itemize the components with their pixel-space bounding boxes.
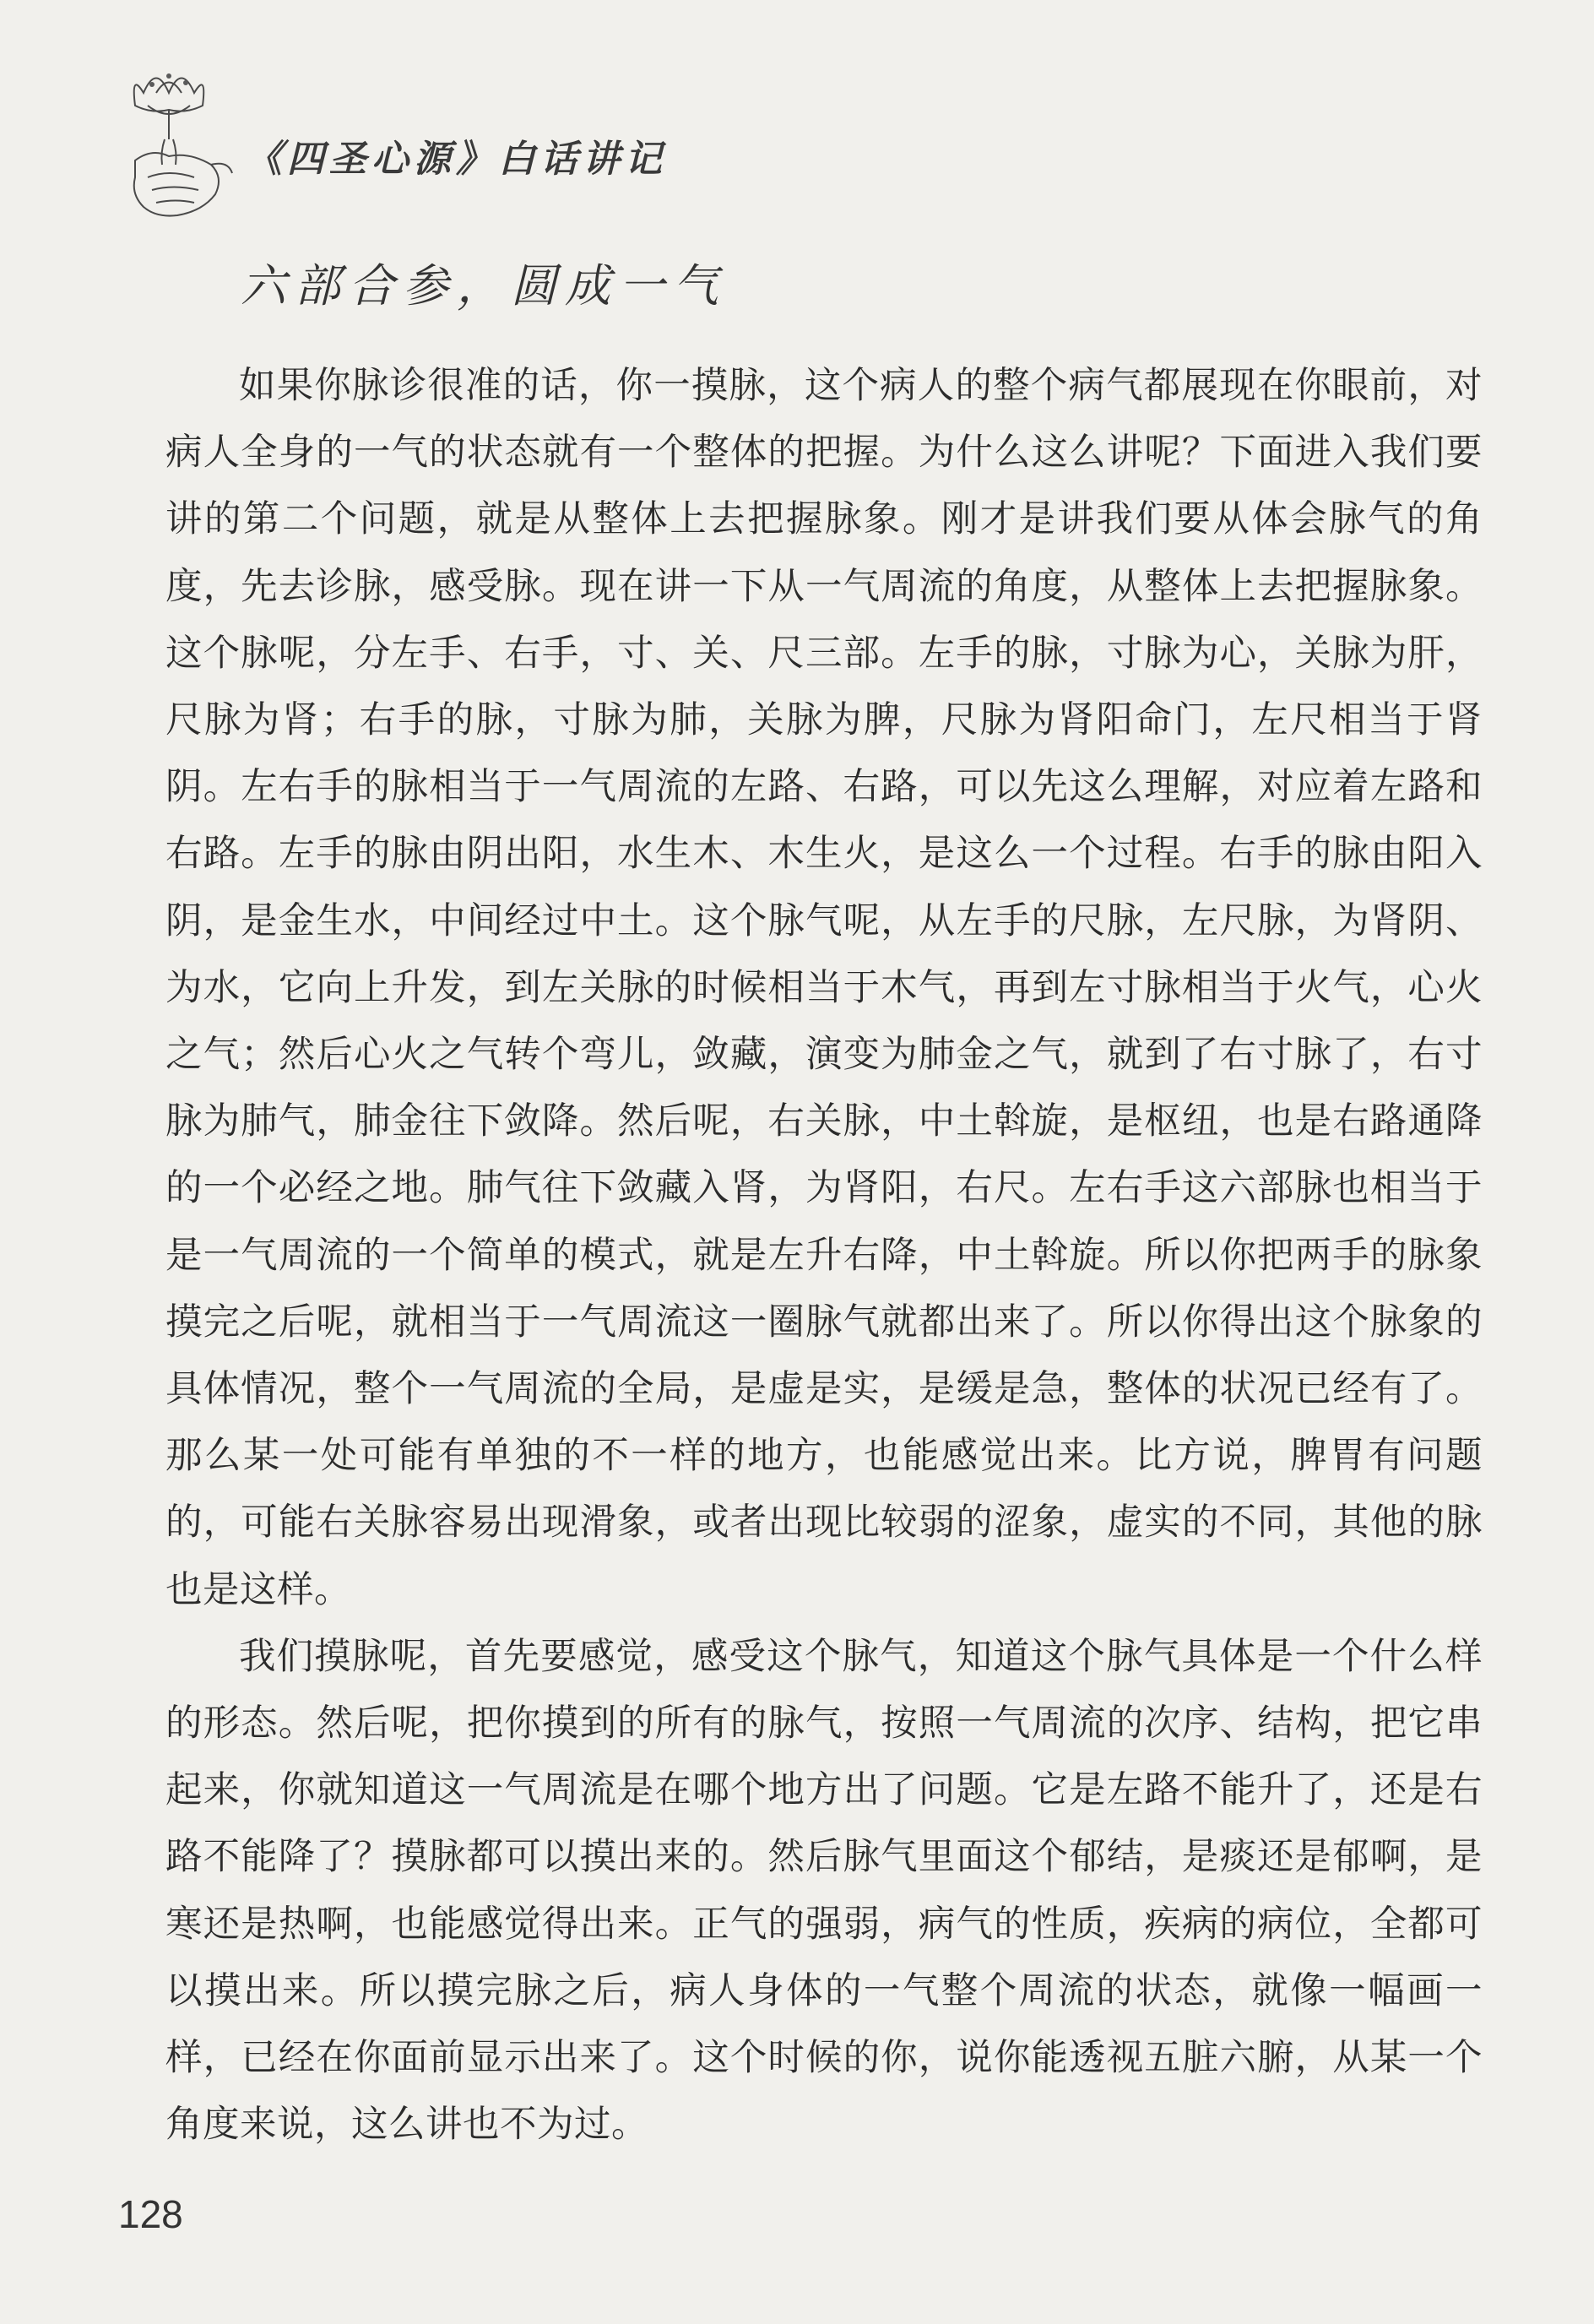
paragraph: 我们摸脉呢，首先要感觉，感受这个脉气，知道这个脉气具体是一个什么样的形态。然后呢，把你摸到的所有的脉气，按照一气周流的次序、结构，把它串起来，你就知道这一气周流是在哪个地方出了问题。它是左路不能升了，还是右路不能降了？摸脉都可以摸出来的。然后脉气里面这个郁结，是痰还是郁啊，是寒还是热啊，也能感觉得出来。正气的强弱，病气的性质，疾病的病位，全都可以摸出来。所以摸完脉之后，病人身体的一气整个周流的状态，就像一幅画一样，已经在你面前显示出来了。这个时候的你，说你能透视五脏六腑，从某一个角度来说，这么讲也不为过。 (165, 1635, 1483, 2147)
lotus-hand-icon (110, 59, 236, 228)
body-text (165, 353, 1483, 2158)
page-header (110, 59, 870, 236)
section-title: 六部合参，圆成一气 (241, 259, 727, 312)
page-number: 128 (118, 2192, 183, 2236)
paragraph: 如果你脉诊很准的话，你一摸脉，这个病人的整个病气都展现在你眼前，对病人全身的一气的状态就有一个整体的把握。为什么这么讲呢？下面进入我们要讲的第二个问题，就是从整体上去把握脉象。刚才是讲我们要从体会脉气的角度，先去诊脉，感受脉。现在讲一下从一气周流的角度，从整体上去把握脉象。这个脉呢，分左手、右手，寸、关、尺三部。左手的脉，寸脉为心，关脉为肝，尺脉为肾；右手的脉，寸脉为肺，关脉为脾，尺脉为肾阳命门，左尺相当于肾阴。左右手的脉相当于一气周流的左路、右路，可以先这么理解，对应着左路和右路。左手的脉由阴出阳，水生木、木生火，是这么一个过程。右手的脉由阳入阴，是金生水，中间经过中土。这个脉气呢，从左手的尺脉，左尺脉，为肾阴、为水，它向上升发，到左关脉的时候相当于木气，再到左寸脉相当于火气，心火之气；然后心火之气转个弯儿，敛藏，演变为肺金之气，就到了右寸脉了，右寸脉为肺气，肺金往下敛降。然后呢，右关脉，中土斡旋，是枢纽，也是右路通降的一个必经之地。肺气往下敛藏入肾，为肾阳，右尺。左右手这六部脉也相当于是一气周流的一个简单的模式，就是左升右降，中土斡旋。所以你把两手的脉象摸完之后呢，就相当于一气周流这一圈脉气就都出来了。所以你得出这个脉象的具体情况，整个一气周流的全局，是虚是实，是缓是急，整体的状况已经有了。那么某一处可能有单独的不一样的地方，也能感觉出来。比方说，脾胃有问题的，可能右关脉容易出现滑象，或者出现比较弱的涩象，虚实的不同，其他的脉也是这样。 (165, 365, 1483, 1611)
book-title: 《四圣心源》白话讲记 (245, 138, 667, 181)
